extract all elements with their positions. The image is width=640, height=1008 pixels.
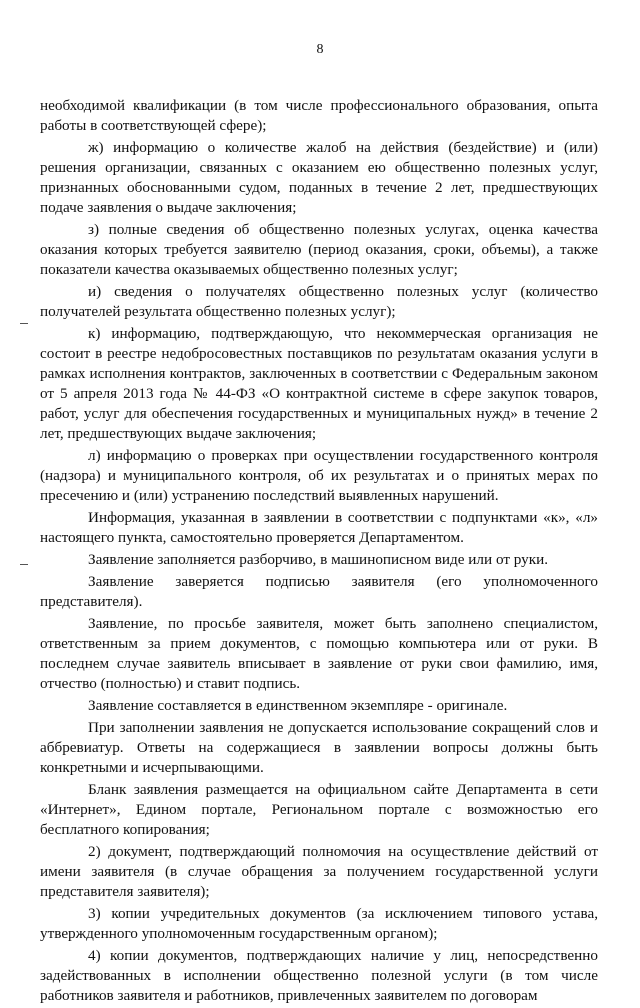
paragraph-verification-note: Информация, указанная в заявлении в соответствии с подпунктами «к», «л» настоящего пункта, самостоятельно проверяется Департаментом. bbox=[40, 509, 598, 546]
paragraph-specialist-fill: Заявление, по просьбе заявителя, может быть заполнено специалистом, ответственным за прием документов, с помощью компьютера или от руки. В последнем случае заявитель вписывает в заявление от руки свои фамилию, имя, отчество (полностью) и ставит подпись. bbox=[40, 615, 598, 692]
margin-mark bbox=[20, 323, 28, 324]
page-number: 8 bbox=[316, 42, 324, 57]
paragraph-no-abbreviations: При заполнении заявления не допускается использование сокращений слов и аббревиатур. Ответы на содержащиеся в заявлении вопросы должны быть конкретными и исчерпывающими. bbox=[40, 719, 598, 776]
paragraph-fill-legibly: Заявление заполняется разборчиво, в машинописном виде или от руки. bbox=[88, 551, 549, 568]
document-body bbox=[40, 96, 598, 1008]
paragraph-single-copy: Заявление составляется в единственном экземпляре - оригинале. bbox=[88, 697, 508, 714]
paragraph-signature: Заявление заверяется подписью заявителя (его уполномоченного представителя). bbox=[40, 573, 598, 610]
paragraph-form-publication: Бланк заявления размещается на официальном сайте Департамента в сети «Интернет», Едином портале, Региональном портале с возможностью его бесплатного копирования; bbox=[40, 781, 598, 838]
paragraph-item-zh: ж) информацию о количестве жалоб на действия (бездействие) и (или) решения организации, связанных с оказанием ею общественно полезных услуг, признанных обоснованными судом, поданных в течение 2 лет, предшествующих подаче заявления о выдаче заключения; bbox=[40, 139, 598, 216]
paragraph-item-z: з) полные сведения об общественно полезных услугах, оценка качества оказания которых требуется заявителю (период оказания, сроки, объемы), а также показатели качества оказываемых общественно полезных услуг; bbox=[40, 221, 598, 278]
paragraph-item-4: 4) копии документов, подтверждающих наличие у лиц, непосредственно задействованных в исполнении общественно полезной услуги (в том числе работников заявителя и работников, привлеченных заявителем по договорам bbox=[40, 947, 598, 1004]
paragraph-item-3: 3) копии учредительных документов (за исключением типового устава, утвержденного уполномоченным государственным органом); bbox=[40, 905, 598, 942]
paragraph-item-i: и) сведения о получателях общественно полезных услуг (количество получателей результата общественно полезных услуг); bbox=[40, 283, 598, 320]
margin-mark bbox=[20, 564, 28, 565]
paragraph-item-k: к) информацию, подтверждающую, что некоммерческая организация не состоит в реестре недобросовестных поставщиков по результатам оказания услуги в рамках исполнения контрактов, заключенных в соответствии с Федеральным законом от 5 апреля 2013 года № 44-ФЗ «О контрактной системе в сфере закупок товаров, работ, услуг для обеспечения государственных и муниципальных нужд» в течение 2 лет, предшествующих выдаче заключения; bbox=[40, 325, 598, 442]
paragraph-qualification-continued: необходимой квалификации (в том числе профессионального образования, опыта работы в соответствующей сфере); bbox=[40, 97, 598, 134]
paragraph-item-2: 2) документ, подтверждающий полномочия на осуществление действий от имени заявителя (в случае обращения за получением государственной услуги представителя заявителя); bbox=[40, 843, 598, 900]
paragraph-item-l: л) информацию о проверках при осуществлении государственного контроля (надзора) и муниципального контроля, об их результатах и о принятых мерах по пресечению и (или) устранению последствий выявленных нарушений. bbox=[40, 447, 598, 504]
